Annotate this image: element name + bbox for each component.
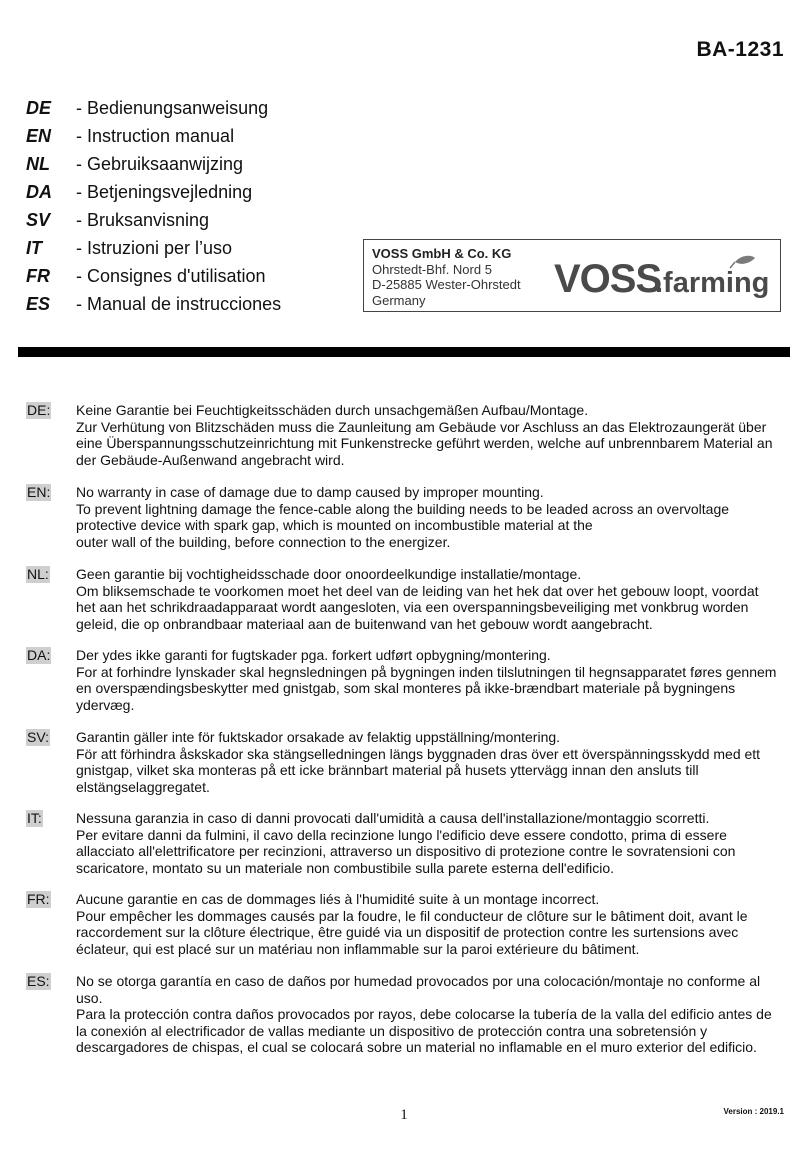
text-line: Zur Verhütung von Blitzschäden muss die Zaunleitung am Gebäude vor Aschluss an das Elektrozaungerät über bbox=[76, 418, 767, 435]
manufacturer-address bbox=[372, 246, 521, 308]
svg-text:VOSS: VOSS bbox=[554, 257, 662, 300]
language-code: EN bbox=[26, 125, 52, 146]
manufacturer-box bbox=[363, 239, 781, 312]
language-row-en bbox=[26, 122, 281, 150]
text-line: protective device with spark gap, which is mounted on incombustible material at the bbox=[76, 517, 593, 533]
text-line: gnistgap, vilket ska monteras på ett icke brännbart material på husets yttervägg innan den ansluts till bbox=[76, 762, 699, 778]
voss-farming-logo bbox=[554, 252, 774, 300]
text-line: Geen garantie bij vochtigheidsschade door onoordeelkundige installatie/montage. bbox=[76, 566, 582, 582]
language-title: - Istruzioni per l’uso bbox=[76, 237, 233, 258]
text-line: Om bliksemschade te voorkomen moet het deel van de leiding van het hek dat over het gebouw loopt, voordat bbox=[76, 582, 759, 599]
section-label: FR: bbox=[27, 891, 50, 907]
text-line: To prevent lightning damage the fence-cable along the building needs to be leaded across an overvoltage bbox=[76, 500, 730, 517]
section-text bbox=[76, 484, 788, 550]
text-line: geleid, die op onbrandbaar materiaal aan de buitenwand van het gebouw wordt aangebracht. bbox=[76, 615, 653, 632]
text-line: elstängselaggregatet. bbox=[76, 778, 210, 795]
language-code: DE bbox=[26, 97, 52, 118]
text-line: Pour empêcher les dommages causés par la foudre, le fil conducteur de clôture sur le bâtiment doit, avant le bbox=[76, 907, 748, 924]
text-line: raccordement sur la clôture électrique, être guidé via un dispositif de protection contre les surtensions avec bbox=[76, 924, 739, 940]
text-line: eine Überspannungsschutzeinrichtung mit Funkenstrecke geführt werden, welche auf unbrennbarem Material an bbox=[76, 435, 773, 451]
text-line: Der ydes ikke garanti for fugtskader pga. forkert udført opbygning/montering. bbox=[76, 647, 551, 663]
version-label: Version : 2019.1 bbox=[723, 1107, 784, 1116]
text-line: éclateur, qui est placé sur un matériau non inflammable sur la paroi extérieure du bâtiment. bbox=[76, 940, 640, 957]
text-line: het aan het schrikdraadapparaat wordt aangesloten, via een overspanningsbeveiliging met vonkbrug worden bbox=[76, 599, 749, 615]
section-label: IT: bbox=[27, 810, 42, 826]
language-title: - Gebruiksaanwijzing bbox=[76, 153, 244, 174]
text-line: Keine Garantie bei Feuchtigkeitsschäden durch unsachgemäßen Aufbau/Montage. bbox=[76, 402, 589, 418]
language-row-fr bbox=[26, 262, 281, 290]
text-line: For at forhindre lynskader skal hegnsledningen på bygningen inden tilslutningen til hegnsapparatet føres gennem bbox=[76, 663, 777, 680]
language-row-nl bbox=[26, 150, 281, 178]
company-name: VOSS GmbH & Co. KG bbox=[372, 246, 512, 261]
text-line: descargadores de chispas, el cual se colocará sobre un material no inflamable en el muro exterior del edificio. bbox=[76, 1039, 757, 1055]
language-title: - Bedienungsanweisung bbox=[76, 97, 269, 118]
language-title: - Bruksanvisning bbox=[76, 209, 210, 230]
language-code: ES bbox=[26, 293, 51, 314]
section-text bbox=[76, 973, 788, 1056]
text-line: Nessuna garanzia in caso di danni provocati dall'umidità a causa dell'installazione/montaggio scorretti. bbox=[76, 810, 710, 826]
language-title: - Manual de instrucciones bbox=[76, 293, 282, 314]
language-code: NL bbox=[26, 153, 50, 174]
language-row-sv bbox=[26, 206, 281, 234]
language-row-da bbox=[26, 178, 281, 206]
section-label: EN: bbox=[27, 484, 51, 500]
text-line: Garantin gäller inte för fuktskador orsakade av felaktig uppställning/montering. bbox=[76, 729, 561, 745]
text-line: outer wall of the building, before connection to the energizer. bbox=[76, 533, 451, 550]
language-code: FR bbox=[26, 265, 50, 286]
text-line: Para la protección contra daños provocados por rayos, debe colocarse la tubería de la valla del edificio antes de bbox=[76, 1006, 772, 1022]
address-country: Germany bbox=[372, 292, 426, 308]
text-line: No warranty in case of damage due to damp caused by improper mounting. bbox=[76, 484, 544, 500]
language-title: - Betjeningsvejledning bbox=[76, 181, 253, 202]
text-line: allacciato all'elettrificatore per recinzioni, attraverso un dispositivo di protezione contre le sovratensioni con bbox=[76, 843, 736, 859]
address-city: D-25885 Wester-Ohrstedt bbox=[372, 277, 521, 292]
language-row-it bbox=[26, 234, 281, 262]
section-text bbox=[76, 891, 788, 957]
text-line: Aucune garantie en cas de dommages liés à l'humidité suite à un montage incorrect. bbox=[76, 891, 600, 907]
header-divider bbox=[18, 347, 790, 357]
svg-text:.farming: .farming bbox=[655, 267, 770, 299]
document-id: BA-1231 bbox=[696, 38, 784, 61]
text-line: der Gebäude-Außenwand angebracht wird. bbox=[76, 451, 345, 468]
language-code: SV bbox=[26, 209, 51, 230]
language-code: DA bbox=[26, 181, 52, 202]
section-label: NL: bbox=[27, 566, 49, 582]
section-text bbox=[76, 566, 788, 632]
section-text bbox=[76, 402, 788, 468]
address-street: Ohrstedt-Bhf. Nord 5 bbox=[372, 261, 492, 277]
section-label: SV: bbox=[27, 729, 50, 745]
language-row-de bbox=[26, 94, 281, 122]
section-text bbox=[76, 647, 788, 713]
text-line: ydervæg. bbox=[76, 696, 135, 713]
language-title: - Consignes d'utilisation bbox=[76, 265, 266, 286]
section-label: ES: bbox=[27, 973, 50, 989]
language-title: - Instruction manual bbox=[76, 125, 235, 146]
text-line: scaricatore, montato su un materiale non combustibile sulla parete esterna dell'edificio. bbox=[76, 859, 615, 876]
section-text bbox=[76, 729, 788, 795]
page-number: 1 bbox=[400, 1107, 408, 1123]
language-row-es bbox=[26, 290, 281, 318]
section-label: DE: bbox=[27, 402, 51, 418]
section-label: DA: bbox=[27, 647, 51, 663]
language-list bbox=[26, 94, 281, 318]
text-line: Per evitare danni da fulmini, il cavo della recinzione lungo l'edificio deve essere condotto, prima di essere bbox=[76, 826, 727, 843]
language-code: IT bbox=[26, 237, 42, 258]
text-line: No se otorga garantía en caso de daños por humedad provocados por una colocación/montaje no conforme al bbox=[76, 973, 761, 989]
text-line: uso. bbox=[76, 989, 103, 1006]
text-line: en overspændingsbeskytter med gnistgab, som skal monteres på ikke-brændbart materiale på bygningens bbox=[76, 680, 736, 696]
text-line: För att förhindra åskskador ska stängselledningen längs byggnaden dras över ett överspänningsskydd med ett bbox=[76, 745, 761, 762]
text-line: la conexión al electrificador de vallas mediante un dispositivo de protección contra una sobretensión y bbox=[76, 1022, 708, 1039]
section-text bbox=[76, 810, 788, 876]
